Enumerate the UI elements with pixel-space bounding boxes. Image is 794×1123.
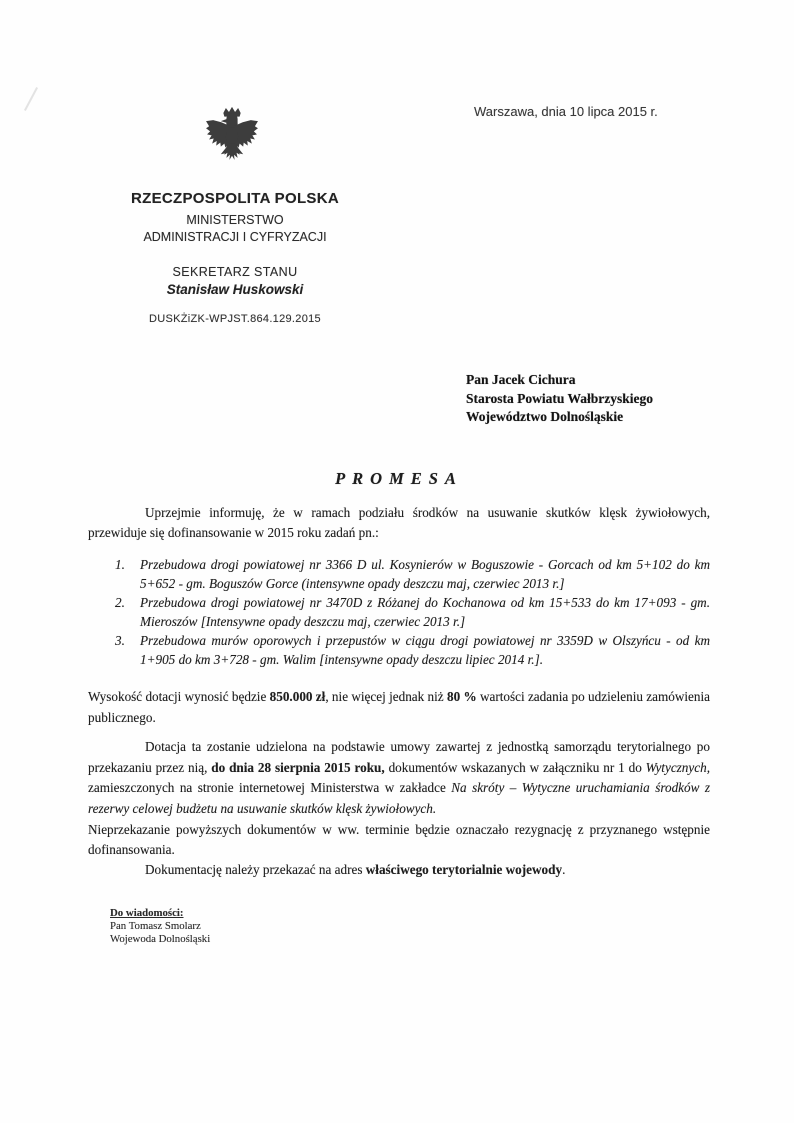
warning-paragraph: Nieprzekazanie powyższych dokumentów w ww. terminie będzie oznaczało rezygnację z przyznanego wstępnie dofinansowania. [88,822,710,857]
grant-conditions-paragraph [88,737,710,819]
task-list [88,555,710,669]
recipient-name: Pan Jacek Cichura [466,372,576,387]
recipient-block [466,371,766,427]
cc-block [110,907,370,946]
list-item-number: 2. [115,595,125,610]
polish-eagle-icon [204,105,260,173]
intro-paragraph: Uprzejmie informuję, że w ramach podziału środków na usuwanie skutków klęsk żywiołowych, przewiduje się dofinansowanie w 2015 roku zadań pn.: [88,505,710,540]
scan-artifact-mark [24,87,38,111]
address-bold: właściwego terytorialnie wojewody [365,862,563,877]
list-item-text: Przebudowa drogi powiatowej nr 3470D z Różanej do Kochanowa od km 15+533 do km 17+093 - gm. Mieroszów [Intensywne opady deszczu maj, czerwiec 2013 r.] [140,595,710,629]
amount-text: , nie więcej jednak niż [325,689,447,704]
letterhead [110,190,360,244]
guidelines-reference: Wytycznych, [645,759,710,775]
signatory-name: Stanisław Huskowski [166,282,304,297]
deadline-value: do dnia 28 sierpnia 2015 roku, [211,759,385,775]
grant-amount-paragraph [88,686,710,728]
list-item-text: Przebudowa murów oporowych i przepustów w ciągu drogi powiatowej nr 3359D w Olszyńcu - od km 1+905 do km 3+728 - gm. Walim [intensywne opady deszczu lipiec 2014 r.]. [140,633,710,667]
letterhead-ministry-line1: MINISTERSTWO [186,213,284,227]
grant-text: dokumentów wskazanych w załączniku nr 1 do [384,759,646,775]
list-item-number: 1. [115,557,125,572]
polish-eagle-emblem [204,105,260,173]
document-title: PROMESA [335,469,463,488]
amount-text: wartości zadania po udzieleniu zamówienia publicznego. [88,689,710,725]
grant-text: zamieszczonych na stronie internetowej Ministerstwa w zakładce [88,780,452,795]
cc-heading: Do wiadomości: [110,907,184,919]
address-text: . [562,862,566,877]
amount-value: 850.000 zł [269,689,326,704]
amount-text: Wysokość dotacji wynosić będzie [88,689,270,704]
percent-value: 80 % [446,689,477,704]
list-item [88,593,710,631]
signatory-position: SEKRETARZ STANU [172,265,298,279]
address-paragraph [88,860,710,880]
cc-name: Pan Tomasz Smolarz [110,920,201,932]
address-text: Dokumentację należy przekazać na adres [145,862,366,877]
grant-text: Dotacja ta zostanie udzielona na podstawie umowy zawartej z jednostką samorządu terytorialnego po przekazaniu przez nią, [88,739,710,775]
letterhead-ministry-line2: ADMINISTRACJI I CYFRYZACJI [143,230,327,244]
letter-date: Warszawa, dnia 10 lipca 2015 r. [474,104,658,119]
recipient-region: Województwo Dolnośląskie [466,409,624,424]
reference-number: DUSKŻiZK-WPJST.864.129.2015 [149,313,321,325]
letterhead-country: RZECZPOSPOLITA POLSKA [131,190,339,207]
list-item-number: 3. [115,633,125,648]
list-item [88,631,710,669]
list-item [88,555,710,593]
signatory-block [110,265,360,297]
website-tab-reference: Na skróty – Wytyczne uruchamiania środków z rezerwy celowej budżetu na usuwanie skutków klęsk żywiołowych. [88,780,710,816]
recipient-title: Starosta Powiatu Wałbrzyskiego [466,390,654,406]
list-item-text: Przebudowa drogi powiatowej nr 3366 D ul. Kosynierów w Boguszowie - Gorcach od km 5+102 do km 5+652 - gm. Boguszów Gorce (intensywne opady deszczu maj, czerwiec 2013 r.] [140,557,710,591]
cc-title: Wojewoda Dolnośląski [110,933,211,945]
